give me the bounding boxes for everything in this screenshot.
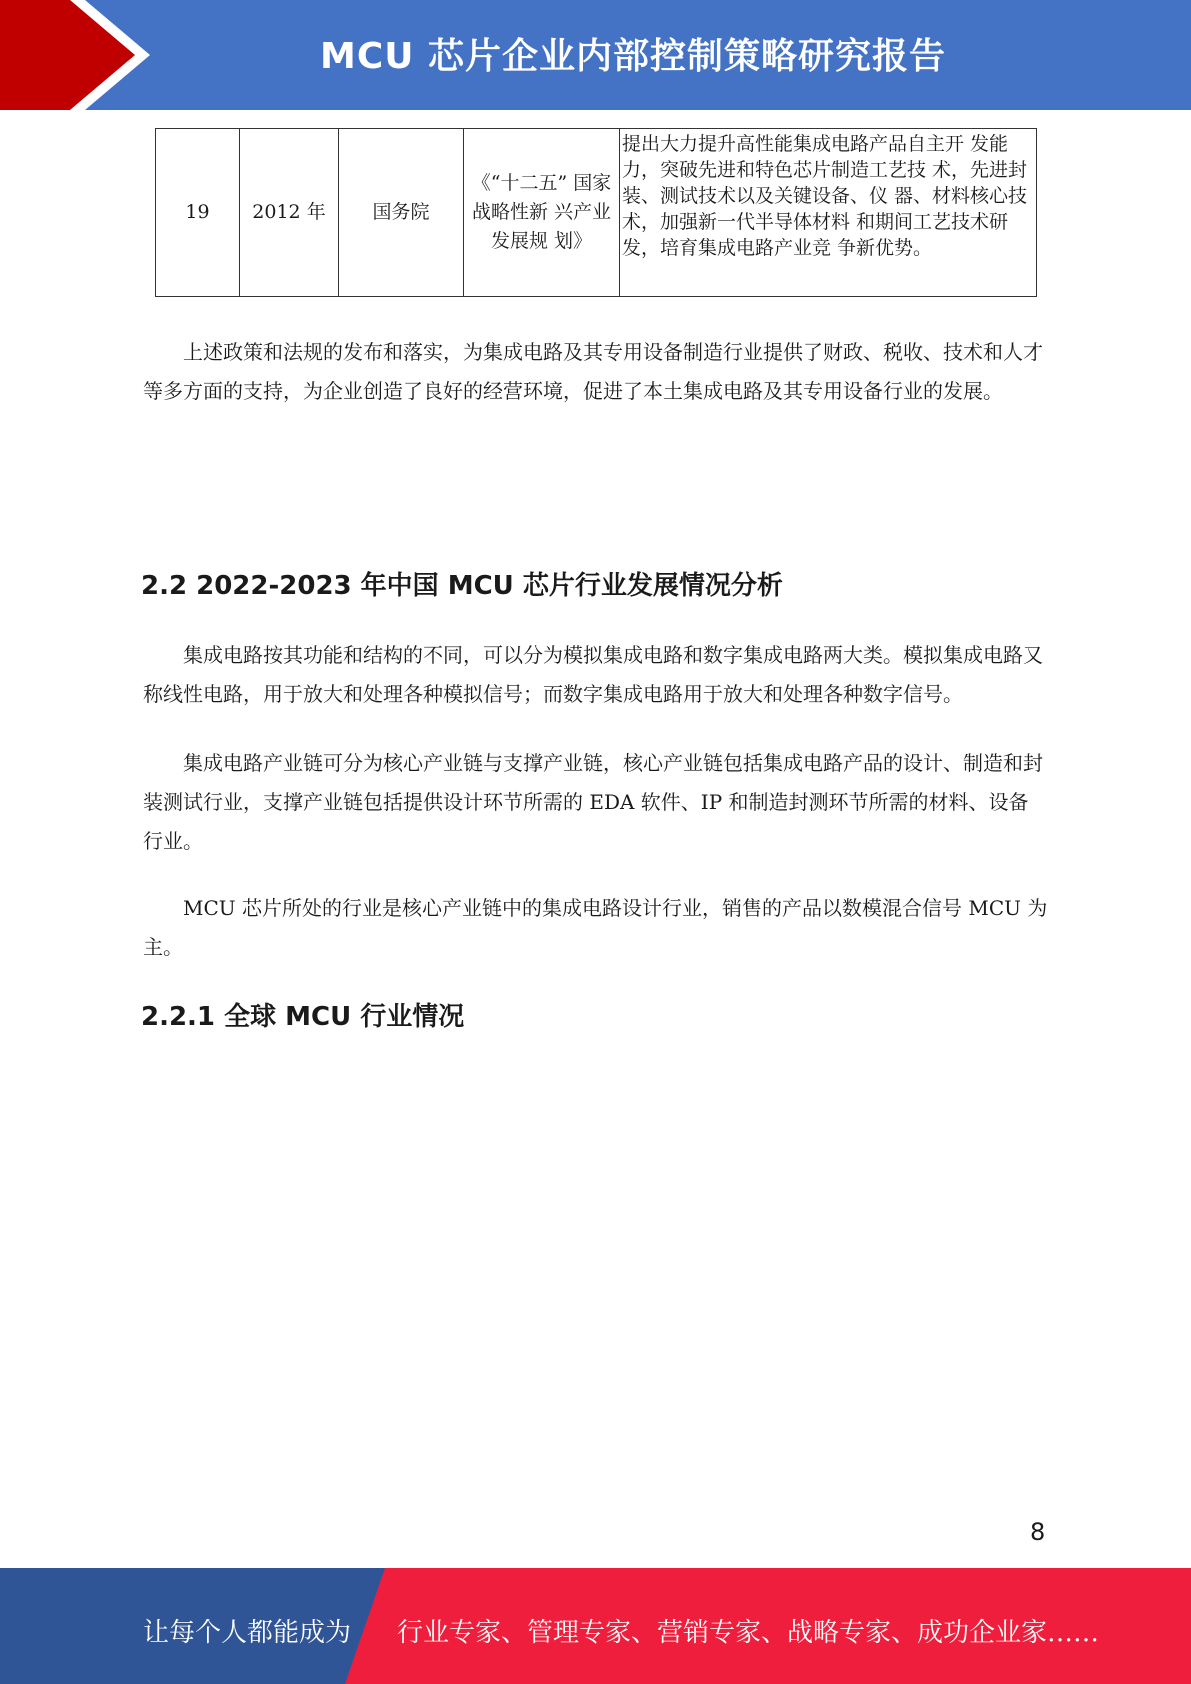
paragraph-policy-summary: 上述政策和法规的发布和落实，为集成电路及其专用设备制造行业提供了财政、税收、技术和人才等多方面的支持，为企业创造了良好的经营环境，促进了本土集成电路及其专用设备行业的发展。 bbox=[143, 340, 1043, 403]
page-number: 8 bbox=[1030, 1518, 1046, 1546]
section-heading-2-2-1: 2.2.1 全球 MCU 行业情况 bbox=[141, 1002, 465, 1032]
footer-slogan-left: 让每个人都能成为 bbox=[143, 1618, 352, 1648]
cell-issuer: 国务院 bbox=[339, 129, 464, 297]
policy-table bbox=[155, 128, 1037, 297]
cell-policy-title: 《“十二五” 国家战略性新 兴产业发展规 划》 bbox=[464, 129, 620, 297]
cell-number: 19 bbox=[156, 129, 240, 297]
section-heading-2-2: 2.2 2022-2023 年中国 MCU 芯片行业发展情况分析 bbox=[141, 571, 783, 601]
footer-slogan-right: 行业专家、管理专家、营销专家、战略专家、成功企业家…… bbox=[397, 1618, 1100, 1648]
report-title: MCU 芯片企业内部控制策略研究报告 bbox=[320, 36, 947, 77]
page-footer bbox=[0, 1568, 1191, 1684]
cell-policy-content: 提出大力提升高性能集成电路产品自主开 发能力，突破先进和特色芯片制造工艺技 术，先进封装、测试技术以及关键设备、仪 器、材料核心技术，加强新一代半导体材料 和期间工艺技术研发，培育集成电路产业竞 争新优势。 bbox=[620, 129, 1037, 297]
table-row bbox=[156, 129, 1037, 297]
header-chevron-decoration bbox=[0, 0, 160, 110]
cell-year: 2012 年 bbox=[240, 129, 339, 297]
paragraph-industry-chain: 集成电路产业链可分为核心产业链与支撑产业链，核心产业链包括集成电路产品的设计、制造和封装测试行业，支撑产业链包括提供设计环节所需的 EDA 软件、IP 和制造封测环节所需的材料、设备行业。 bbox=[143, 751, 1043, 853]
page-header bbox=[0, 0, 1191, 110]
paragraph-mcu-industry: MCU 芯片所处的行业是核心产业链中的集成电路设计行业，销售的产品以数模混合信号 MCU 为主。 bbox=[143, 896, 1048, 959]
paragraph-ic-types: 集成电路按其功能和结构的不同，可以分为模拟集成电路和数字集成电路两大类。模拟集成电路又称线性电路，用于放大和处理各种模拟信号；而数字集成电路用于放大和处理各种数字信号。 bbox=[143, 643, 1043, 706]
